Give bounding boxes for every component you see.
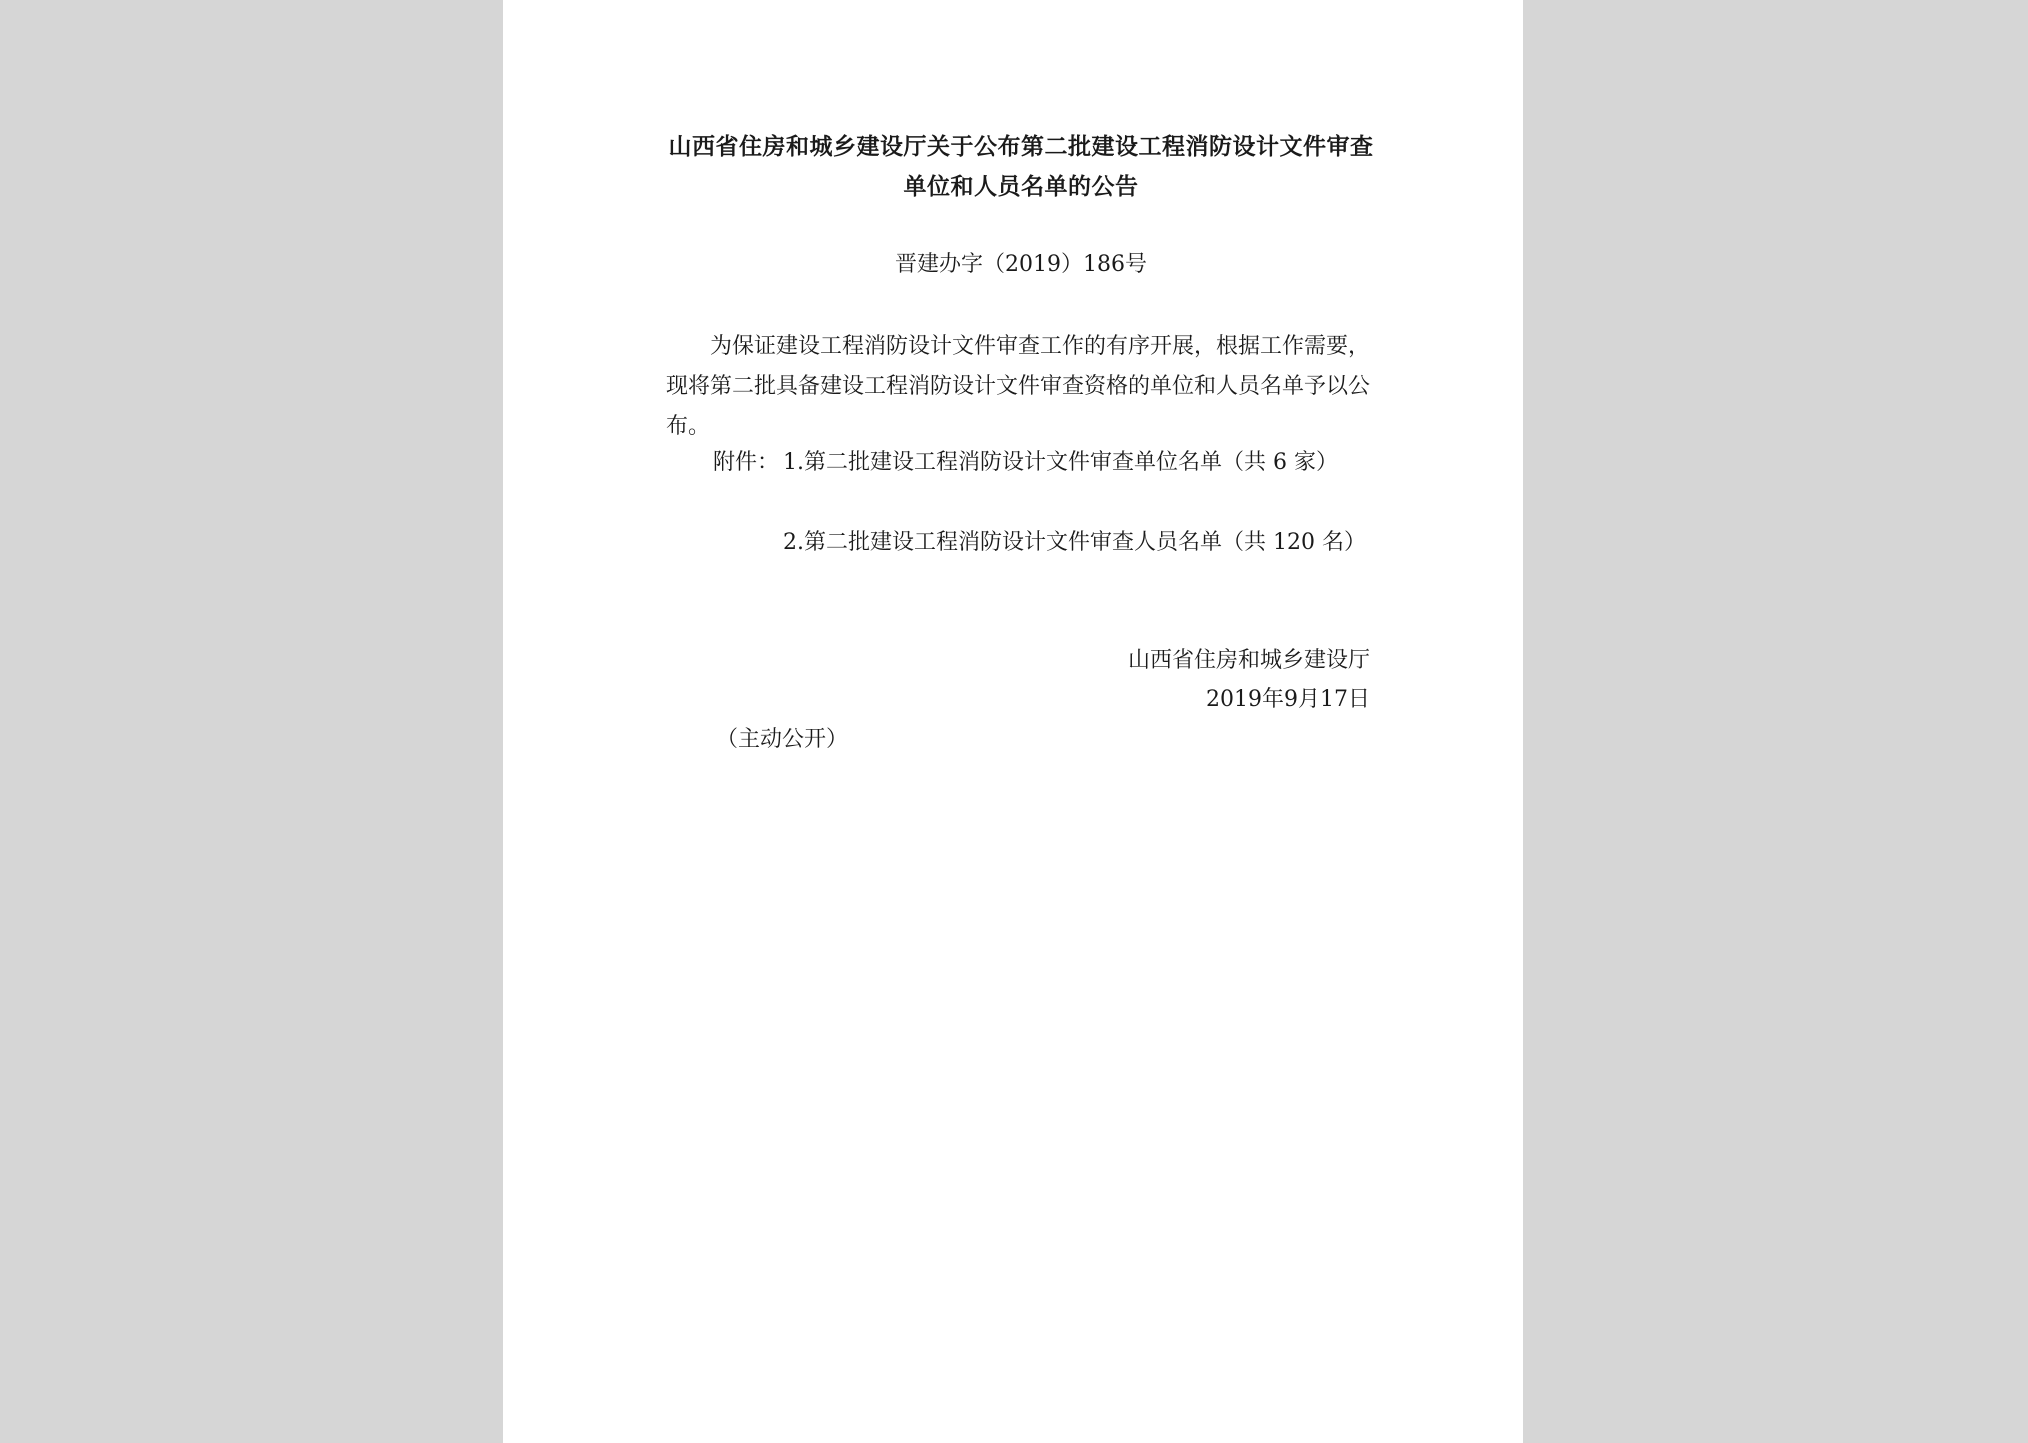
body-paragraph: 为保证建设工程消防设计文件审查工作的有序开展，根据工作需要，现将第二批具备建设工程消防设计文件审查资格的单位和人员名单予以公布。 [666, 334, 1371, 439]
signing-organization: 山西省住房和城乡建设厅 [1127, 648, 1370, 673]
attachment-item: 1.第二批建设工程消防设计文件审查单位名单（共 6 家） [783, 450, 1338, 475]
attachment-item: 2.第二批建设工程消防设计文件审查人员名单（共 120 名） [783, 530, 1366, 555]
document-title: 山西省住房和城乡建设厅关于公布第二批建设工程消防设计文件审查单位和人员名单的公告 [668, 134, 1374, 200]
document-date: 2019年9月17日 [1206, 687, 1370, 712]
document-number: 晋建办字（2019）186号 [895, 252, 1147, 277]
document-page [503, 0, 1523, 1443]
disclosure-note: （主动公开） [716, 727, 849, 752]
attachments-label: 附件： [713, 450, 780, 475]
